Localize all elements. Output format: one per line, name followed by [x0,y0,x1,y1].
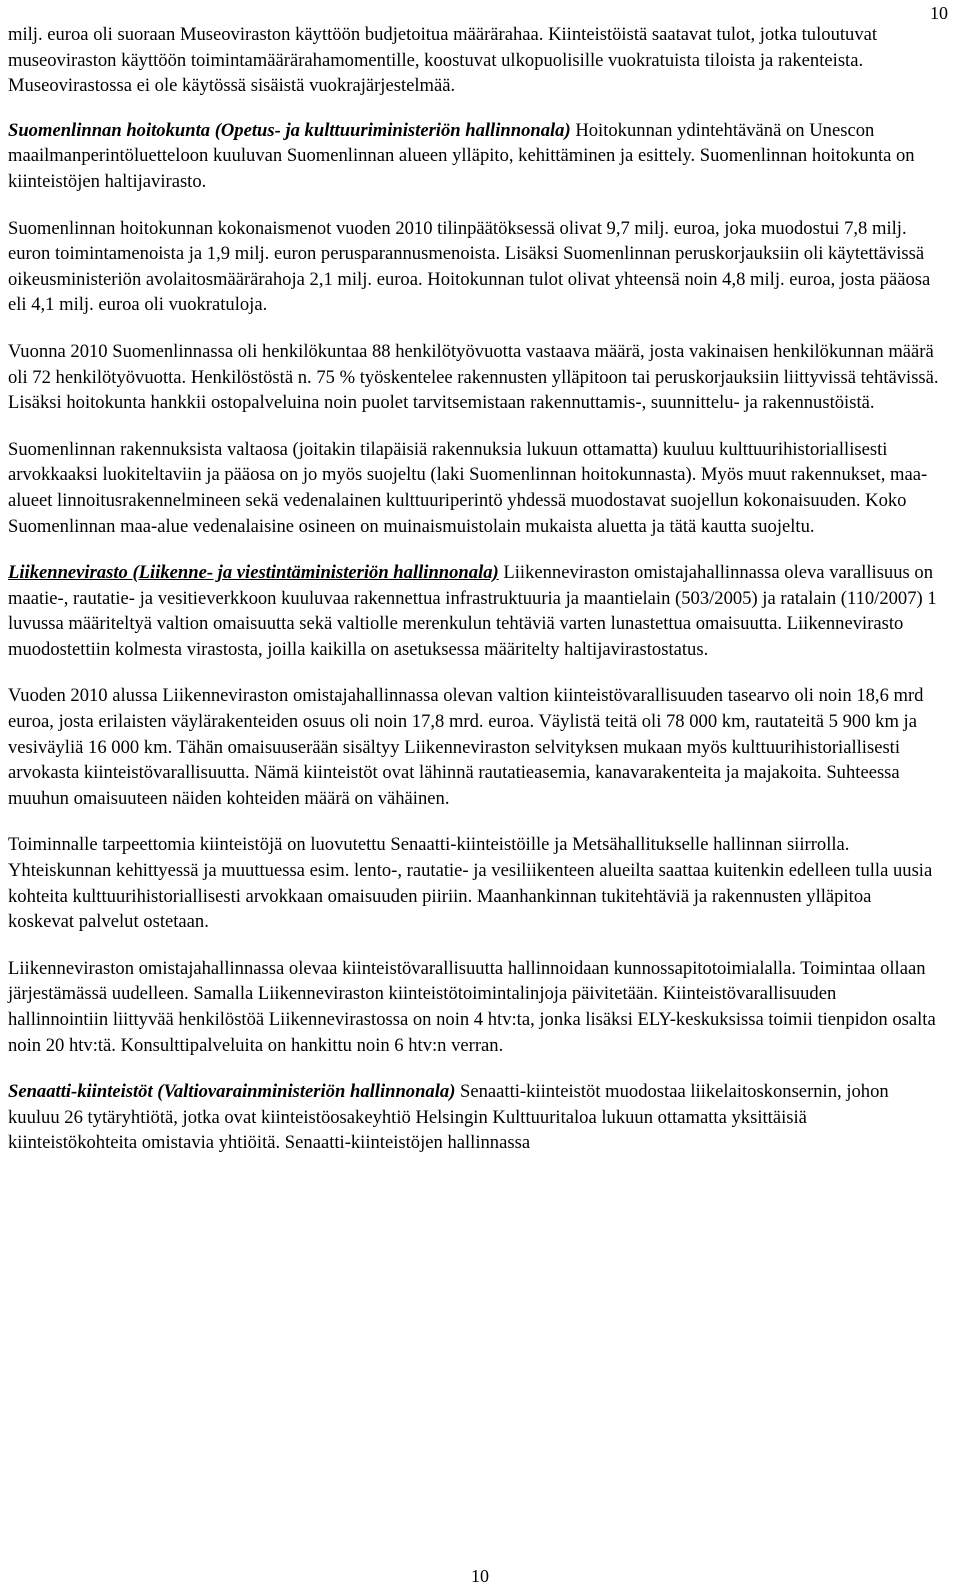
paragraph [8,560,940,662]
paragraph: Toiminnalle tarpeettomia kiinteistöjä on luovutettu Senaatti-kiinteistöille ja Metsähallitukselle hallinnan siirrolla. Yhteiskunnan kehittyessä ja muuttuessa esim. lento-, rautatie- ja vesiliikenteen alueilta saattaa kuitenkin edelleen tulla uusia kohteita kulttuurihistoriallisesti arvokkaan omaisuuden piiriin. Maanhankinnan tukitehtäviä ja rakennusten ylläpitoa koskevat palvelut ostetaan. [8,834,933,933]
paragraph-text: Senaatti-kiinteistöt muodostaa liikelaitoskonsernin, johon kuuluu 26 tytäryhtiötä, jotka ovat kiinteistöosakeyhtiö Helsingin Kulttuuritaloa lukuun ottamatta yksittäisiä kiinteistökohteita omistavia yhtiöitä. Senaatti-kiinteistöjen hallinnassa [8,1081,889,1154]
paragraph-text: Hoitokunnan ydintehtävänä on Unescon maailmanperintöluetteloon kuuluvan Suomenlinnan alueen ylläpito, kehittäminen ja esittely. Suomenlinnan hoitokunta on kiinteistöjen haltijavirasto. [8,119,915,192]
page-number-top: 10 [930,3,948,23]
paragraph: Liikenneviraston omistajahallinnassa olevaa kiinteistövarallisuutta hallinnoidaan kunnossapitotoimialalla. Toimintaa ollaan järjestämässä uudelleen. Samalla Liikenneviraston kiinteistötoimintalinjoja päivitetään. Kiinteistövarallisuuden hallinnointiin liittyvää henkilöstöä Liikennevirastossa on noin 4 htv:ta, jonka lisäksi ELY-keskuksissa toimii tienpidon osalta noin 20 htv:tä. Konsulttipalveluita on hankittu noin 6 htv:n verran. [8,957,936,1056]
paragraph [8,118,940,195]
paragraph: milj. euroa oli suoraan Museoviraston käyttöön budjetoitua määrärahaa. Kiinteistöistä saatavat tulot, jotka tuloutuvat museoviraston käyttöön toimintamäärärahamomentille, koostuvat ulkopuolisille vuokratuista tiloista ja rakenteista. Museovirastossa ei ole käytössä sisäistä vuokrajärjestelmää. [8,24,878,97]
paragraph-text: Liikenneviraston omistajahallinnassa oleva varallisuus on maatie-, rautatie- ja vesitieverkkoon kuuluvaa rakennettua infrastruktuuria ja maantielain (503/2005) ja ratalain (110/2007) 1 luvussa määriteltyä valtion omaisuutta sekä valtiolle merenkulun tehtäviä varten lunastettua omaisuutta. Liikennevirasto muodostettiin kolmesta virastosta, joilla kaikilla on asetuksessa määritelty haltijavirastostatus. [8,562,937,660]
paragraph: Vuonna 2010 Suomenlinnassa oli henkilökuntaa 88 henkilötyövuotta vastaava määrä, josta vakinaisen henkilökunnan määrä oli 72 henkilötyövuotta. Henkilöstöstä n. 75 % työskentelee rakennusten ylläpitoon tai peruskorjauksiin liittyvissä tehtävissä. Lisäksi hoitokunta hankkii ostopalveluina noin puolet tarvitsemistaan rakennuttamis-, suunnittelu- ja rakennustöistä. [8,340,939,414]
paragraph: Suomenlinnan rakennuksista valtaosa (joitakin tilapäisiä rakennuksia lukuun ottamatta) kuuluu kulttuurihistoriallisesti arvokkaaksi luokiteltaviin ja pääosa on jo myös suojeltu (laki Suomenlinnan hoitokunnasta). Myös muut rakennukset, maa-alueet linnoitusrakennelmineen sekä vedenalainen kulttuuriperintö yhdessä muodostavat suojellun kokonaisuuden. Koko Suomenlinnan maa-alue vedenalaisine osineen on muinaismuistolain mukaista aluetta ja tätä kautta suojeltu. [8,438,928,537]
section-heading: Suomenlinnan hoitokunta (Opetus- ja kulttuuriministeriön hallinnonala) [8,119,571,141]
paragraph: Suomenlinnan hoitokunnan kokonaismenot vuoden 2010 tilinpäätöksessä olivat 9,7 milj. euroa, joka muodostui 7,8 milj. euron toimintamenoista ja 1,9 milj. euron perusparannusmenoista. Lisäksi Suomenlinnan peruskorjauksiin oli käytettävissä oikeusministeriön avolaitosmäärärahoja 2,1 milj. euroa. Hoitokunnan tulot olivat yhteensä noin 4,8 milj. euroa, josta pääosa eli 4,1 milj. euroa oli vuokratuloja. [8,217,931,316]
section-heading: Liikennevirasto (Liikenne- ja viestintäministeriön hallinnonala) [8,562,499,584]
paragraph [8,1079,940,1156]
section-heading: Senaatti-kiinteistöt (Valtiovarainministeriön hallinnonala) [8,1081,456,1103]
paragraph: Vuoden 2010 alussa Liikenneviraston omistajahallinnassa olevan valtion kiinteistövarallisuuden tasearvo oli noin 18,6 mrd euroa, josta erilaisten väylärakenteiden osuus oli noin 17,8 mrd. euroa. Väylistä teitä oli 78 000 km, rautateitä 5 900 km ja vesiväyliä 16 000 km. Tähän omaisuuserään sisältyy Liikenneviraston selvityksen mukaan myös kulttuurihistoriallisesti arvokasta kiinteistövarallisuutta. Nämä kiinteistöt ovat lähinnä rautatieasemia, kanavarakenteita ja majakoita. Suhteessa muuhun omaisuuteen näiden kohteiden määrä on vähäinen. [8,685,924,809]
page-number-bottom: 10 [471,1566,489,1586]
document-body [8,22,940,1177]
